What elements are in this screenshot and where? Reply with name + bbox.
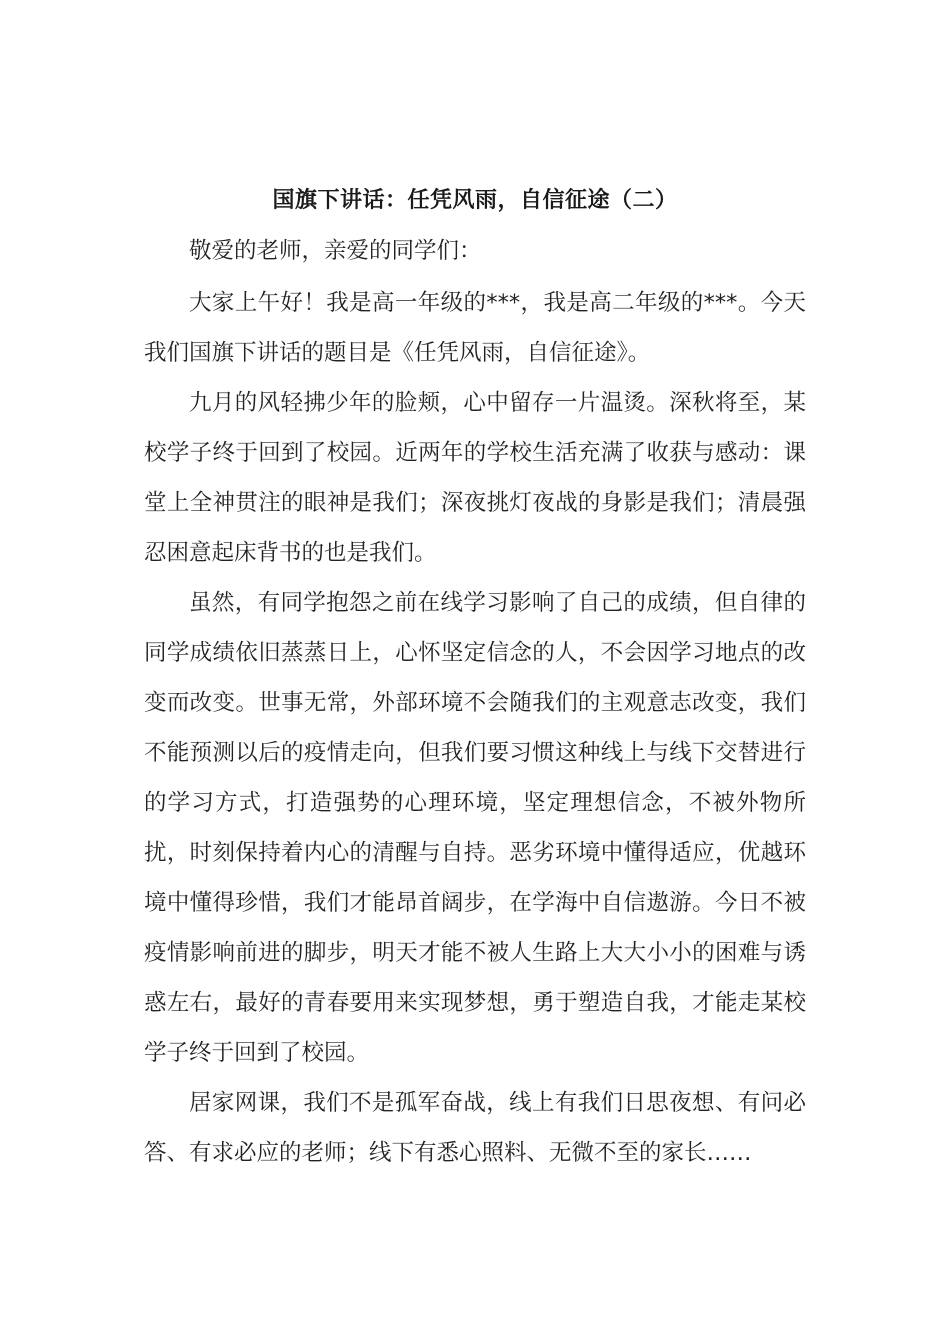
document-title: 国旗下讲话：任凭风雨，自信征途（二） [272,188,678,213]
salutation-paragraph: 敬爱的老师，亲爱的同学们： [189,238,482,264]
online-learning-paragraph: 虽然，有同学抱怨之前在线学习影响了自己的成绩，但自律的同学成绩依旧蒸蒸日上，心怀坚定信念的人，不会因学习地点的改变而改变。世事无常，外部环境不会随我们的主观意志改变，我们不能预测以后的疫情走向，但我们要习惯这种线上与线下交替进行的学习方式，打造强势的心理环境，坚定理想信念，不被外物所扰，时刻保持着内心的清醒与自持。恶劣环境中懂得适应，优越环境中懂得珍惜，我们才能昂首阔步，在学海中自信遨游。今日不被疫情影响前进的脚步，明天才能不被人生路上大大小小的困难与诱惑左右，最好的青春要用来实现梦想，勇于塑造自我，才能走某校学子终于回到了校园。 [144,590,806,1066]
document-body [144,178,806,1178]
autumn-paragraph: 九月的风轻拂少年的脸颊，心中留存一片温烫。深秋将至，某校学子终于回到了校园。近两年的学校生活充满了收获与感动：课堂上全神贯注的眼神是我们；深夜挑灯夜战的身影是我们；清晨强忍困意起床背书的也是我们。 [144,390,806,566]
home-class-paragraph: 居家网课，我们不是孤军奋战，线上有我们日思夜想、有问必答、有求必应的老师；线下有悉心照料、无微不至的家长…… [144,1090,806,1166]
greeting-paragraph: 大家上午好！我是高一年级的***，我是高二年级的***。今天我们国旗下讲话的题目是《任凭风雨，自信征途》。 [144,290,806,366]
